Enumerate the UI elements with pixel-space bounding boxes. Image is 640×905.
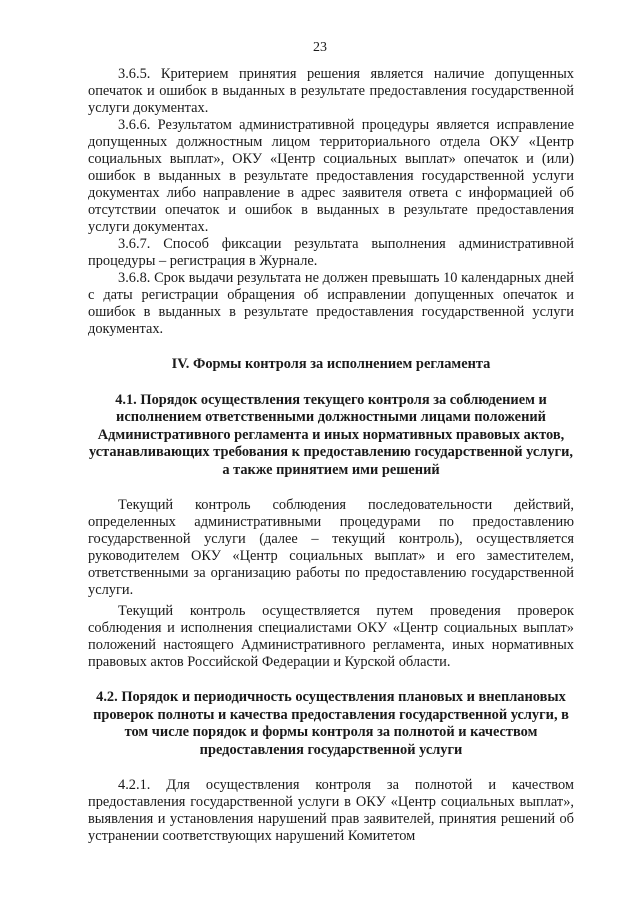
paragraph-3-6-8: 3.6.8. Срок выдачи результата не должен превышать 10 календарных дней с даты регистрации обращения об исправлении допущенных опечаток и ошибок в выданных в результате предоставления государственной услуги документах. (88, 270, 574, 337)
spacer (88, 479, 574, 497)
paragraph-current-control: Текущий контроль соблюдения последовательности действий, определенных административными процедурами по предоставлению государственной услуги (далее – текущий контроль), осуществляется руководителем ОКУ «Центр социальных выплат» и его заместителем, ответственными за организацию работы по предоставлению государственной услуги. (88, 497, 574, 598)
subsection-4-2-title: 4.2. Порядок и периодичность осуществления плановых и внеплановых проверок полноты и качества предоставления государственной услуги, в том числе порядок и формы контроля за полнотой и качеством предоставления государственной услуги (93, 689, 569, 758)
subsection-4-1-title: 4.1. Порядок осуществления текущего контроля за соблюдением и исполнением ответственными должностными лицами положений Административного регламента и иных нормативных правовых актов, устанавливающих требования к предоставлению государственной услуги, а также принятием ими решений (89, 391, 573, 478)
spacer (88, 671, 574, 689)
document-body (88, 66, 574, 845)
paragraph-3-6-6: 3.6.6. Результатом административной процедуры является исправление допущенных должностным лицом территориального отдела ОКУ «Центр социальных выплат», ОКУ «Центр социальных выплат» опечаток и (или) ошибок в выданных в результате предоставления государственной услуги документах либо направление в адрес заявителя ответа с информацией об отсутствии опечаток и ошибок в выданных в результате предоставления услуги документах. (88, 117, 574, 235)
spacer (88, 374, 574, 392)
spacer (88, 759, 574, 777)
paragraph-3-6-5: 3.6.5. Критерием принятия решения является наличие допущенных опечаток и ошибок в выданных в результате предоставления государственной услуги документах. (88, 66, 574, 116)
paragraph-inspections: Текущий контроль осуществляется путем проведения проверок соблюдения и исполнения специалистами ОКУ «Центр социальных выплат» положений настоящего Административного регламента, иных нормативных правовых актов Российской Федерации и Курской области. (88, 603, 574, 670)
paragraph-4-2-1: 4.2.1. Для осуществления контроля за полнотой и качеством предоставления государственной услуги в ОКУ «Центр социальных выплат», выявления и установления нарушений прав заявителей, принятия решений об устранении соответствующих нарушений Комитетом (88, 777, 574, 844)
section-title: IV. Формы контроля за исполнением регламента (171, 356, 491, 372)
page-number: 23 (313, 40, 327, 55)
paragraph-3-6-7: 3.6.7. Способ фиксации результата выполнения административной процедуры – регистрация в Журнале. (88, 236, 574, 269)
spacer (88, 338, 574, 356)
